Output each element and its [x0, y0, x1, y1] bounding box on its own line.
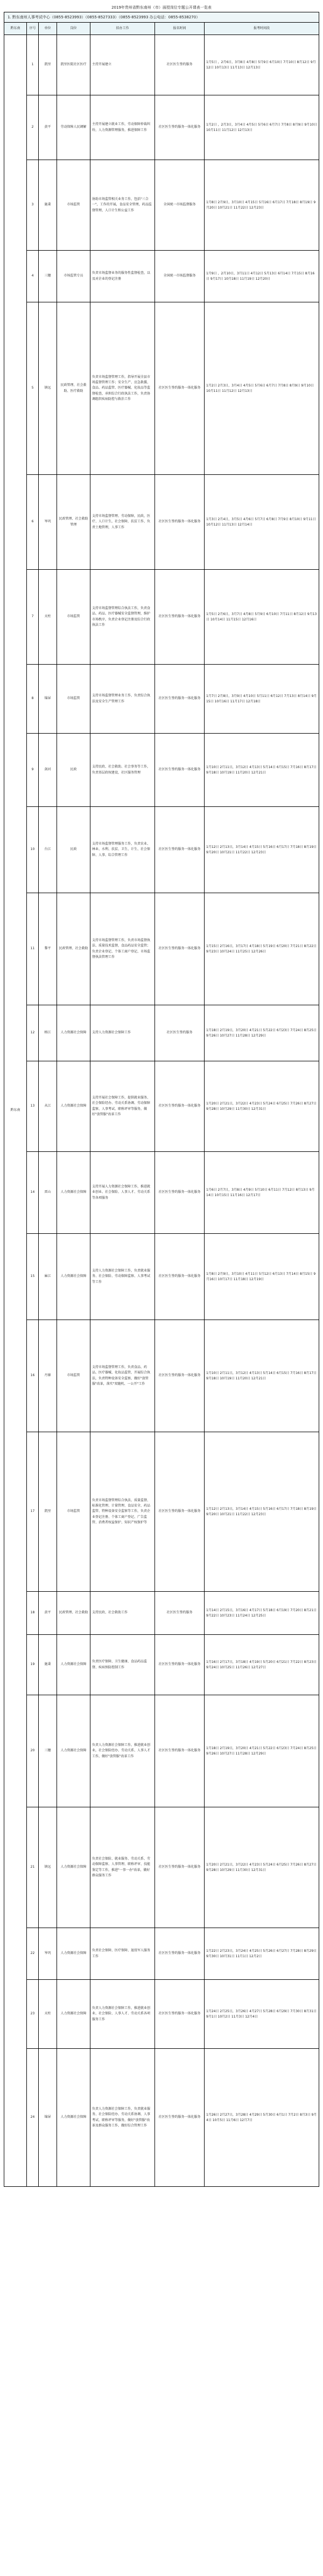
table-row [4, 1807, 319, 1928]
table-row [4, 665, 319, 734]
cell-window: 社区医生签约服务一体化服务 [155, 1320, 205, 1432]
table-row [4, 1005, 319, 1061]
cell-period: 1月18日 2月19日，3月20日 4月21日 5月22日 6月23日 7月24日 8月25日 9月26日 10月27日 11月28日 12月29日 [205, 1005, 319, 1061]
cell-no: 12 [27, 1005, 39, 1061]
cell-unit: 麻江 [39, 1234, 57, 1320]
table-row [4, 1061, 319, 1152]
cell-window: 社区医生签约服务 [155, 1592, 205, 1635]
cell-duty: 支持市场监督管理业务工作，负责综合执法及安全生产管理工作 [90, 665, 155, 734]
cell-period: 1月12日 2月13日，3月14日 4月15日 5月16日 6月17日 7月18日 8月19日 9月20日 10月21日 11月22日 12月23日 [205, 1432, 319, 1592]
cell-period: 1月3日 2月4日，3月5日 4月6日 5月7日 6月8日 7月9日 8月10日 9月11日 10月12日 11月13日 12月14日 [205, 475, 319, 570]
cell-unit: 雷山 [39, 1152, 57, 1234]
cell-no: 9 [27, 734, 39, 807]
table-row [4, 1695, 319, 1807]
cell-window: 社区医生签约服务一体化服务 [155, 665, 205, 734]
cell-no: 13 [27, 1061, 39, 1152]
column-header-post: 岗位 [57, 23, 90, 35]
table-row [4, 1234, 319, 1320]
cell-window: 社区医生签约服务一体化服务 [155, 95, 205, 160]
cell-no: 1 [27, 35, 39, 95]
cell-unit: 榕江 [39, 1005, 57, 1061]
cell-unit: 镇远 [39, 1807, 57, 1928]
table-row [4, 160, 319, 251]
cell-duty: 支持开展社会保障工作，提供就业服务、社会保险经办、劳动关系协调、劳动保障监察、人事考试、职称评审等服务，做好"放管服"改革工作 [90, 1061, 155, 1152]
cell-duty: 支持市场监督管理、劳动保障，民政，医疗、人口计生，社会保障，扶贫工作，负责土地管理，人事工作 [90, 475, 155, 570]
cell-post: 市场监管 [57, 1432, 90, 1592]
cell-period: 1月10日 2月11日，3月12日 4月13日 5月14日 6月15日 7月16日 8月17日 9月18日 10月19日 11月20日 12月21日 [205, 734, 319, 807]
table-row [4, 734, 319, 807]
cell-post: 市场监管专员 [57, 251, 90, 302]
cell-window: 社区医生签约服务一体化服务 [155, 807, 205, 893]
cell-unit: 台江 [39, 807, 57, 893]
cell-post: 人力资源社会保障 [57, 1807, 90, 1928]
cell-unit: 锦屏 [39, 2049, 57, 2187]
cell-window: 社区医生签约服务一体化服务 [155, 570, 205, 665]
cell-period: 1月2日 2月3日，3月4日 4月5日 5月6日 6月7日 7月8日 8月9日 9月10日 10月11日 11月12日 12月13日 [205, 302, 319, 475]
cell-unit: 岑巩 [39, 475, 57, 570]
table-row [4, 1152, 319, 1234]
cell-unit: 锦屏 [39, 665, 57, 734]
cell-period: 1月9日 ，2月10日，3月11日 4月12日 5月13日 6月14日 7月15日 8月16日 9月17日 10月18日 11月19日 12月20日 [205, 251, 319, 302]
cell-period: 1月20日 2月21日，3月22日 4月23日 5月24日 6月25日 7月26日 8月27日 9月28日 10月29日 11月30日 12月31日 [205, 1061, 319, 1152]
cell-window: 社区医生签约服务一体化服务 [155, 734, 205, 807]
table-row [4, 807, 319, 893]
cell-period: 1月18日 2月19日，3月20日 4月21日 5月22日 6月23日 7月24日 8月25日 9月26日 10月27日 11月28日 12月29日 [205, 1695, 319, 1807]
cell-post: 人力资源社会保障 [57, 1928, 90, 1980]
cell-no: 14 [27, 1152, 39, 1234]
cell-post: 民政管理、社会救助、医疗救助 [57, 302, 90, 475]
page [4, 0, 319, 2187]
cell-unit: 从江 [39, 1061, 57, 1152]
cell-post: 市场监管 [57, 1320, 90, 1432]
cell-post: 民政管理、社会救助 [57, 1592, 90, 1635]
cell-duty: 负责社会保险、就业服务、劳动关系、劳动保障监察、人事管理、职称评审、技能鉴定等工作，推进"一事一办"改革，做好群众服务工作 [90, 1807, 155, 1928]
cell-no: 19 [27, 1635, 39, 1695]
cell-duty: 支持人力资源社会保障工作，负责就业服务、社会保险、劳动保障监察、人事考试等工作 [90, 1234, 155, 1320]
cell-post: 民政管理、社会救助管理 [57, 475, 90, 570]
cell-unit: 施秉 [39, 1635, 57, 1695]
cell-no: 6 [27, 475, 39, 570]
cell-no: 10 [27, 807, 39, 893]
cell-unit: 黎平 [39, 893, 57, 1005]
cell-window: 社区医生签约服务一体化服务 [155, 1928, 205, 1980]
table-row [4, 1592, 319, 1635]
cell-unit: 三穗 [39, 251, 57, 302]
cell-no: 4 [27, 251, 39, 302]
table-body [4, 35, 319, 2187]
cell-post: 劳动保障人民调解 [57, 95, 90, 160]
cell-no: 2 [27, 95, 39, 160]
cell-post: 人力资源社会保障 [57, 1695, 90, 1807]
cell-no: 18 [27, 1592, 39, 1635]
cell-unit: 施秉 [39, 160, 57, 251]
cell-unit: 镇远 [39, 302, 57, 475]
cell-duty: 负责市场监督管理工作，指导开展全县市场监督管理工作；安全生产、应急救援、食品、药品监管、医疗器械、化妆品等监督检查，承担综合行政执法工作，负责协调组织疾病防控与救治工作 [90, 302, 155, 475]
cell-post: 市场监管 [57, 570, 90, 665]
cell-window: 全国统一市场监督服务 [155, 251, 205, 302]
cell-post: 市场监管 [57, 160, 90, 251]
table-row [4, 893, 319, 1005]
cell-window: 社区医生签约服务一体化服务 [155, 1980, 205, 2049]
cell-period: 1月8日 2月9日，3月10日 4月11日 5月12日 6月13日 7月14日 8月15日 9月16日 10月17日 11月18日 12月19日 [205, 1234, 319, 1320]
cell-no: 15 [27, 1234, 39, 1320]
cell-no: 24 [27, 2049, 39, 2187]
cell-period: 1月12日 2月13日，3月14日 4月15日 5月16日 6月17日 7月18日 8月19日 9月20日 10月21日 11月22日 12月23日 [205, 807, 319, 893]
table-row [4, 95, 319, 160]
region-cell: 黔东南 [4, 35, 27, 2187]
column-header-unit: 单位 [39, 23, 57, 35]
cell-duty: 支持市场监督管理综合执法工作，负责食品、药品、医疗器械安全监督管理，维护市场秩序，负责企业登记注册及综合行政执法工作 [90, 570, 155, 665]
cell-window: 全国统一市场监督服务 [155, 160, 205, 251]
cell-period: 1月10日 2月11日，3月12日 4月13日 5月14日 6月15日 7月16日 8月17日 9月18日 10月19日 11月20日 12月21日 [205, 1320, 319, 1432]
cell-post: 人力资源社会保障 [57, 1980, 90, 2049]
cell-duty: 协助市场监管相关业务工作，包括"三合一"，工作的开展，食品安全管理，药品监督管理，人口计生和公益工作 [90, 160, 155, 251]
table-row [4, 570, 319, 665]
table-row [4, 35, 319, 95]
cell-window: 社区医生签约服务一体化服务 [155, 475, 205, 570]
cell-period: 1月22日 2月23日，3月24日 4月25日 5月26日 6月27日 7月28日 8月29日 9月30日 10月31日 11月1日 12月2日 [205, 1928, 319, 1980]
cell-no: 8 [27, 665, 39, 734]
cell-window: 社区医生签约服务一体化服务 [155, 1061, 205, 1152]
cell-period: 1月7日 2月8日，3月9日 4月10日 5月11日 6月12日 7月13日 8月14日 9月15日 10月16日 11月17日 12月18日 [205, 665, 319, 734]
cell-period: 1月20日 2月21日，3月22日 4月23日 5月24日 6月25日 7月26日 8月27日 9月28日 10月29日 11月30日 12月31日 [205, 1807, 319, 1928]
cell-period: 1月24日 2月25日，3月26日 4月27日 5月28日 6月29日 7月30日 8月31日 9月1日 10月2日 11月3日 12月4日 [205, 1980, 319, 2049]
cell-period: 1月8日 2月9日，3月10日 4月15日 5月16日 6月17日 7月18日 8月19日 9月20日 10月21日 11月22日 12月23日 [205, 160, 319, 251]
table-row [4, 302, 319, 475]
table-row [4, 475, 319, 570]
cell-period: 1月16日 2月17日，3月18日 4月19日 5月20日 6月21日 7月22日 8月23日 9月24日 10月25日 11月26日 12月27日 [205, 1635, 319, 1695]
cell-no: 22 [27, 1928, 39, 1980]
column-header-window: 报名时间 [155, 23, 205, 35]
cell-unit: 三穗 [39, 1695, 57, 1807]
section-header: 1. 黔东南州人事考试中心（0855-8523993）（0855-8527333）（0855-8523993 办公电话：0855-8538270） [4, 12, 319, 22]
cell-post: 民政 [57, 807, 90, 893]
page-title: 2019年贵州省黔东南州（市）面授岗位专题公开课表一览表 [111, 5, 212, 10]
cell-window: 社区医生签约服务 [155, 35, 205, 95]
cell-window: 社区医生签约服务一体化服务 [155, 1695, 205, 1807]
cell-duty: 支持民政、社会救助工作 [90, 1592, 155, 1635]
cell-duty: 支持市场监督管理工作，负责市场监督执法、质量技术监督，食品药品安全监管；负责企业登记、个体工商户登记、市场监督执法管理工作 [90, 893, 155, 1005]
table-row [4, 2049, 319, 2187]
cell-post: 人力资源社会保障 [57, 1061, 90, 1152]
cell-no: 17 [27, 1432, 39, 1592]
cell-duty: 负责医疗保障、卫生健康、食品药品监督、疾病预防控制工作 [90, 1635, 155, 1695]
cell-unit: 凯里 [39, 35, 57, 95]
cell-period: 1月6日 2月7日，3月8日 4月9日 5月10日 6月11日 7月12日 8月13日 9月14日 10月15日 11月16日 12月17日 [205, 1152, 319, 1234]
cell-window: 社区医生签约服务一体化服务 [155, 302, 205, 475]
cell-duty: 支持民政、社会救助、社会事务等工作，负责基层政权建设，社区服务管理 [90, 734, 155, 807]
table-row [4, 1980, 319, 2049]
cell-duty: 主持开展建立就业工作，劳动保障仲裁纠纷，人力资源管理服务，推进保障工作 [90, 95, 155, 160]
cell-no: 20 [27, 1695, 39, 1807]
cell-unit: 天柱 [39, 570, 57, 665]
cell-post: 民政 [57, 734, 90, 807]
cell-duty: 支持市场监督管理服务工作，负责农业、林业、水利、扶贫、卫生、计生、社会保障、人事、综合管理工作 [90, 807, 155, 893]
table-header-row [4, 23, 319, 35]
cell-duty: 负责人力资源社会保障工作，推进就业创业，社会保险经办、劳动关系、人事人才工作，做好"放管服"改革工作 [90, 1695, 155, 1807]
schedule-table [4, 22, 319, 2187]
table-row [4, 1320, 319, 1432]
cell-window: 社区医生签约服务一体化服务 [155, 1807, 205, 1928]
cell-unit: 凯里 [39, 1432, 57, 1592]
cell-post: 人力资源社会保障 [57, 2049, 90, 2187]
column-header-no: 序号 [27, 23, 39, 35]
cell-post: 凯里医院社区医疗 [57, 35, 90, 95]
cell-duty: 支持开展人力资源社会保障工作，推进就业创业、社会保险、人事人才、劳动关系等各项服务 [90, 1152, 155, 1234]
cell-no: 3 [27, 160, 39, 251]
cell-no: 21 [27, 1807, 39, 1928]
cell-period: 1月2日 ，2月3日，3月4日 4月5日 5月6日 6月7日 7月8日 8月9日 9月10日 10月11日 11月12日 12月13日 [205, 95, 319, 160]
cell-post: 民政管理、社会救助 [57, 893, 90, 1005]
cell-unit: 天柱 [39, 1980, 57, 2049]
cell-no: 23 [27, 1980, 39, 2049]
cell-window: 社区医生签约服务一体化服务 [155, 893, 205, 1005]
column-header-period: 报考时间段 [205, 23, 319, 35]
cell-no: 16 [27, 1320, 39, 1432]
cell-duty: 主持开展建立 [90, 35, 155, 95]
cell-period: 1月14日 2月15日，3月16日 4月17日 5月18日 6月19日 7月20日 8月21日 9月22日 10月23日 11月24日 12月25日 [205, 1592, 319, 1635]
cell-window: 社区医生签约服务一体化服务 [155, 1234, 205, 1320]
cell-period: 1月5日 2月6日，3月7日 4月8日 5月9日 6月10日 7月11日 8月12日 9月13日 10月14日 11月15日 12月16日 [205, 570, 319, 665]
cell-unit: 岑巩 [39, 1928, 57, 1980]
cell-unit: 丹寨 [39, 1320, 57, 1432]
cell-period: 1月5日 ，2月6日，3月8日 4月8日 5月9日 6月10日 7月10日 8月12日 9月12日 10月13日 11月13日 12月13日 [205, 35, 319, 95]
cell-period: 1月15日 2月16日，3月17日 4月18日 5月19日 6月20日 7月21日 8月22日 9月23日 10月24日 11月25日 12月26日 [205, 893, 319, 1005]
cell-post: 人力资源社会保障 [57, 1005, 90, 1061]
cell-duty: 负责人力资源社会保障工作，负责就业服务、社会保险经办、劳动关系协调、人事考试、职称评审等服务，做好"放管服"改革及群众服务工作，做好综合管理工作 [90, 2049, 155, 2187]
cell-no: 5 [27, 302, 39, 475]
cell-duty: 支持人力资源社会保障工作 [90, 1005, 155, 1061]
cell-window: 社区医生签约服务一体化服务 [155, 1152, 205, 1234]
cell-post: 人力资源社会保障 [57, 1635, 90, 1695]
cell-unit: 黄平 [39, 1592, 57, 1635]
cell-post: 人力资源社会保障 [57, 1234, 90, 1320]
cell-unit: 黄平 [39, 95, 57, 160]
cell-duty: 支持市场监督管理工作，负责食品、药品、医疗器械、化妆品监管，开展综合执法，负责特种设备安全监察，做好"放管服"改革，落实"双随机、一公开"工作 [90, 1320, 155, 1432]
table-row [4, 251, 319, 302]
cell-duty: 负责市场监督管理综合执法、质量监督、标准化管理、计量管理、食品安全、药品监管、特种设备安全监察等工作，负责企业登记注册、个体工商户登记、广告监管、消费者权益保护、知识产权保护等 [90, 1432, 155, 1592]
cell-duty: 负责人力资源社会保障工作，推进就业创业、社会保险、人事人才、劳动关系各项服务工作 [90, 1980, 155, 2049]
table-row [4, 1928, 319, 1980]
cell-unit: 剑河 [39, 734, 57, 807]
column-header-region: 黔东南 [4, 23, 27, 35]
table-row [4, 1432, 319, 1592]
cell-no: 7 [27, 570, 39, 665]
cell-post: 人力资源社会保障 [57, 1152, 90, 1234]
cell-no: 11 [27, 893, 39, 1005]
column-header-duty: 拟办工作 [90, 23, 155, 35]
cell-window: 社区医生签约服务一体化服务 [155, 1635, 205, 1695]
cell-window: 社区医生签约服务 [155, 1005, 205, 1061]
cell-duty: 负责社会保障、医疗保障、退役军人服务工作 [90, 1928, 155, 1980]
cell-period: 1月26日 2月27日，3月28日 4月29日 5月30日 6月1日 7月2日 8月3日 9月4日 10月5日 11月6日 12月7日 [205, 2049, 319, 2187]
cell-post: 市场监管 [57, 665, 90, 734]
cell-duty: 负责市场监督业务的服务性监督检查，以及对企业的登记注册 [90, 251, 155, 302]
cell-window: 社区医生签约服务一体化服务 [155, 1432, 205, 1592]
cell-window: 社区医生签约服务一体化服务 [155, 2049, 205, 2187]
table-row [4, 1635, 319, 1695]
